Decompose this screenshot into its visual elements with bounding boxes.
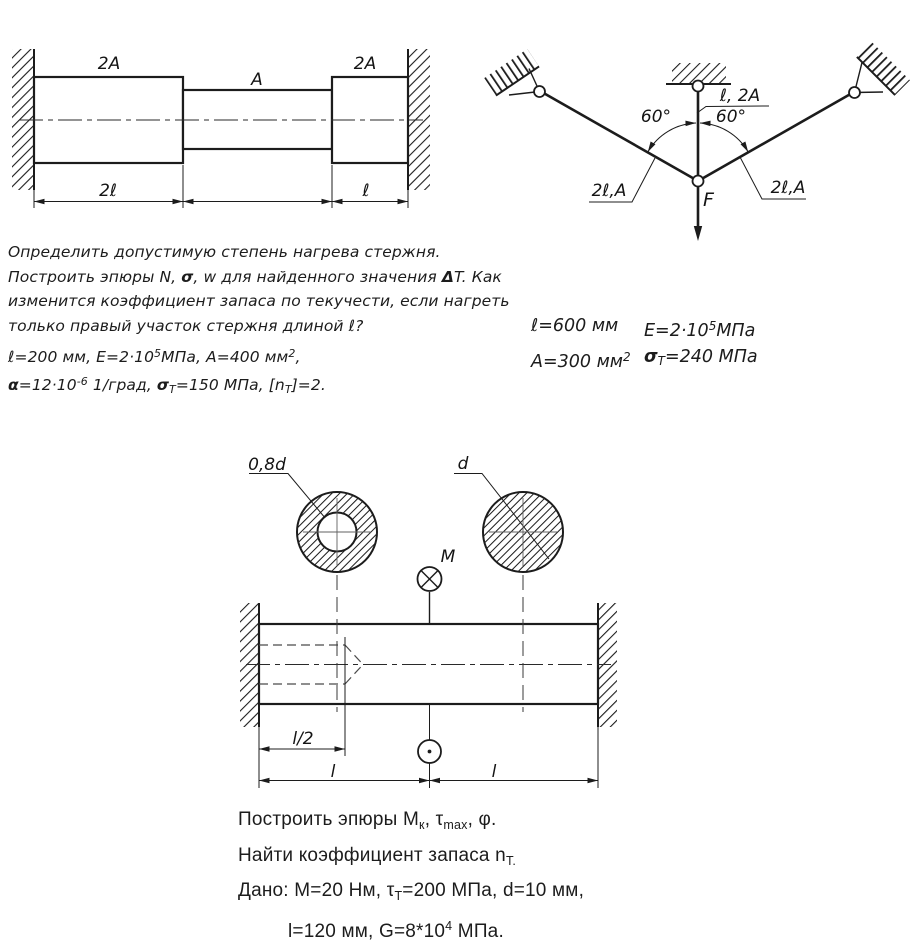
problem1-text-line1 bbox=[8, 240, 510, 265]
text-run: l=120 мм, G=8*10 bbox=[288, 920, 446, 940]
text-run: Построить эпюры M bbox=[238, 809, 420, 830]
dim-label-half: l/2 bbox=[292, 729, 314, 749]
moment-dot bbox=[428, 750, 432, 754]
text-run: МПа, A=400 мм bbox=[161, 348, 289, 366]
problem1-text bbox=[8, 240, 510, 402]
problem3-text bbox=[238, 805, 584, 940]
text-run: МПа. bbox=[452, 920, 504, 940]
dim-label-l: ℓ bbox=[362, 181, 370, 201]
sigma-symbol: σ bbox=[181, 267, 194, 286]
problem1-diagram bbox=[12, 49, 430, 208]
superscript: 2 bbox=[623, 349, 631, 364]
section-label-2a-right: 2A bbox=[353, 54, 377, 74]
angle-arc-left bbox=[648, 123, 696, 152]
angle-label-left: 60° bbox=[640, 107, 672, 127]
superscript: 5 bbox=[708, 319, 717, 333]
subscript: Т bbox=[284, 382, 292, 396]
text-run: ℓ=200 мм, E=2·10 bbox=[8, 348, 155, 366]
text-run: Дано: M=20 Нм, τ bbox=[238, 880, 395, 901]
angle-label-right: 60° bbox=[715, 107, 747, 127]
text-run: A=300 мм bbox=[531, 351, 624, 372]
text-run: =200 МПа, d=10 мм, bbox=[402, 880, 585, 901]
alpha-symbol: α bbox=[8, 375, 19, 394]
sigma-symbol: σ bbox=[156, 375, 170, 394]
text-run: =12·10 bbox=[18, 375, 77, 394]
bore-label: 0,8d bbox=[248, 455, 286, 475]
text-run: Построить эпюры N, bbox=[8, 267, 182, 286]
right-rod-label: 2ℓ,A bbox=[770, 178, 806, 198]
p2-modulus-value bbox=[644, 314, 758, 345]
pin-joint-bottom bbox=[693, 176, 704, 187]
text-run: Определить допустимую степень нагрева стержня. bbox=[8, 243, 441, 261]
shaft-body bbox=[259, 624, 598, 704]
subscript: Т bbox=[394, 889, 403, 903]
text-run: Найти коэффициент запаса n bbox=[238, 844, 506, 866]
text-run: 1/град, bbox=[87, 375, 157, 394]
problem1-text-line2 bbox=[8, 265, 510, 290]
moment-label: M bbox=[440, 547, 456, 567]
problem1-given-line2 bbox=[8, 370, 510, 403]
dim-label-l-left: l bbox=[330, 762, 336, 782]
dim-label-2l: 2ℓ bbox=[99, 181, 117, 201]
text-run: , φ. bbox=[467, 809, 497, 830]
subscript: Т bbox=[657, 353, 665, 368]
text-run: =150 МПа, [n bbox=[175, 375, 285, 394]
p2-length-value bbox=[531, 314, 644, 345]
problem2-data bbox=[531, 314, 758, 375]
diameter-label: d bbox=[457, 454, 469, 474]
subscript: Т bbox=[169, 382, 176, 396]
text-run: , bbox=[295, 348, 301, 366]
text-run: E=2·10 bbox=[644, 321, 709, 341]
superscript: 4 bbox=[445, 918, 453, 933]
text-run: , w для найденного значения bbox=[193, 267, 442, 286]
pin-joint-right bbox=[849, 87, 860, 98]
p2-area-value bbox=[531, 345, 644, 376]
problem3-text-line1 bbox=[238, 805, 584, 841]
force-arrow-head bbox=[694, 226, 702, 241]
subscript: max bbox=[443, 818, 468, 832]
sigma-symbol: σ bbox=[644, 346, 658, 367]
subscript: к bbox=[419, 818, 425, 832]
section-label-2a-left: 2A bbox=[97, 54, 121, 74]
problem3-diagram bbox=[240, 454, 617, 788]
force-label: F bbox=[703, 189, 714, 211]
support-hatch-right bbox=[857, 42, 910, 95]
problem3-given-line1 bbox=[238, 876, 584, 912]
text-run: ℓ=600 мм bbox=[531, 316, 619, 336]
problem2-diagram bbox=[484, 42, 910, 241]
p2-yield-value bbox=[644, 345, 758, 376]
angle-arc-right bbox=[700, 123, 748, 152]
problem1-given-line1 bbox=[8, 342, 510, 370]
text-run: ]=2. bbox=[291, 375, 326, 394]
pin-joint-left bbox=[534, 86, 545, 97]
text-run: , τ bbox=[424, 809, 444, 830]
center-rod-label: ℓ, 2A bbox=[719, 86, 761, 106]
rod-left bbox=[540, 91, 698, 181]
section-label-a: A bbox=[251, 70, 263, 90]
text-run: изменится коэффициент запаса по текучести, если нагреть bbox=[8, 292, 510, 310]
subscript: Т. bbox=[505, 853, 517, 868]
problem3-text-line2 bbox=[238, 841, 584, 877]
support-right bbox=[857, 42, 910, 95]
problem1-text-line3 bbox=[8, 289, 510, 314]
superscript: 5 bbox=[154, 347, 162, 360]
text-run: T. Как bbox=[453, 267, 502, 286]
problem1-text-line4 bbox=[8, 314, 510, 339]
text-run: =240 МПа bbox=[664, 346, 758, 367]
text-run: только правый участок стержня длиной ℓ? bbox=[8, 316, 364, 335]
superscript: 2 bbox=[288, 347, 296, 360]
text-run: МПа bbox=[716, 321, 756, 341]
superscript: -6 bbox=[76, 374, 88, 388]
pin-joint-top bbox=[693, 81, 704, 92]
problem3-given-line2 bbox=[238, 912, 584, 940]
left-rod-label: 2ℓ,A bbox=[591, 181, 627, 201]
delta-symbol: Δ bbox=[441, 267, 454, 286]
dim-label-l-right: l bbox=[491, 762, 497, 782]
